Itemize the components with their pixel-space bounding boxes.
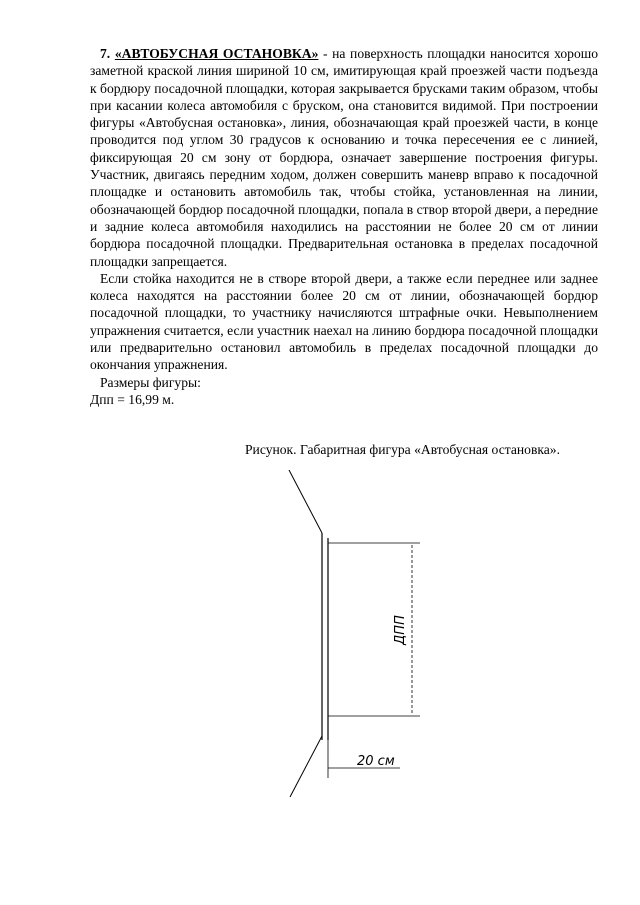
section-intro-text: - на поверхность площадки наносится хорошо заметной краской линия шириной 10 см, имитирующая край проезжей части подъезда к бордюру посадочной площадки, которая закрывается брусками таким образом, чтобы при касании колеса автомобиля с бруском, она становится видимой. При построении фигуры «Автобусная остановка», линия, обозначающая край проезжей части, в конце проводится под углом 30 градусов к основанию и точка пересечения ее с линией, фиксирующая 20 см зону от бордюра, означает завершение построения фигуры. Участник, двигаясь передним ходом, должен совершить маневр вправо к посадочной площадке и остановить автомобиль так, чтобы стойка, установленная на линии, обозначающей бордюр посадочной площадки, попала в створ второй двери, а передние и задние колеса автомобиля находились на расстоянии не более 20 см от линии бордюра посадочной площадки. Предварительная остановка в пределах посадочной площадки запрещается. [90, 46, 599, 269]
section-title: «АВТОБУСНАЯ ОСТАНОВКА» [114, 46, 319, 61]
figure-caption: Рисунок. Габаритная фигура «Автобусная остановка». [245, 442, 560, 457]
paragraph-penalties: Если стойка находится не в створе второй двери, а также если переднее или заднее колеса находятся на расстоянии более 20 см от линии, обозначающей бордюр посадочной площадки, то участнику начисляются штрафные очки. Невыполнением упражнения считается, если участник наехал на линию бордюра посадочной площадки или предварительно остановил автомобиль в пределах посадочной площадки до окончания упражнения. [90, 270, 598, 373]
dimension-value: Дпп = 16,99 м. [90, 391, 175, 407]
angled-entry-line [289, 470, 322, 533]
angled-exit-line [290, 736, 322, 797]
width-label: 20 см [357, 754, 395, 769]
section-number: 7. [100, 46, 111, 61]
dpp-label: ДПП [393, 615, 408, 645]
dimensions-label: Размеры фигуры: [100, 374, 201, 390]
